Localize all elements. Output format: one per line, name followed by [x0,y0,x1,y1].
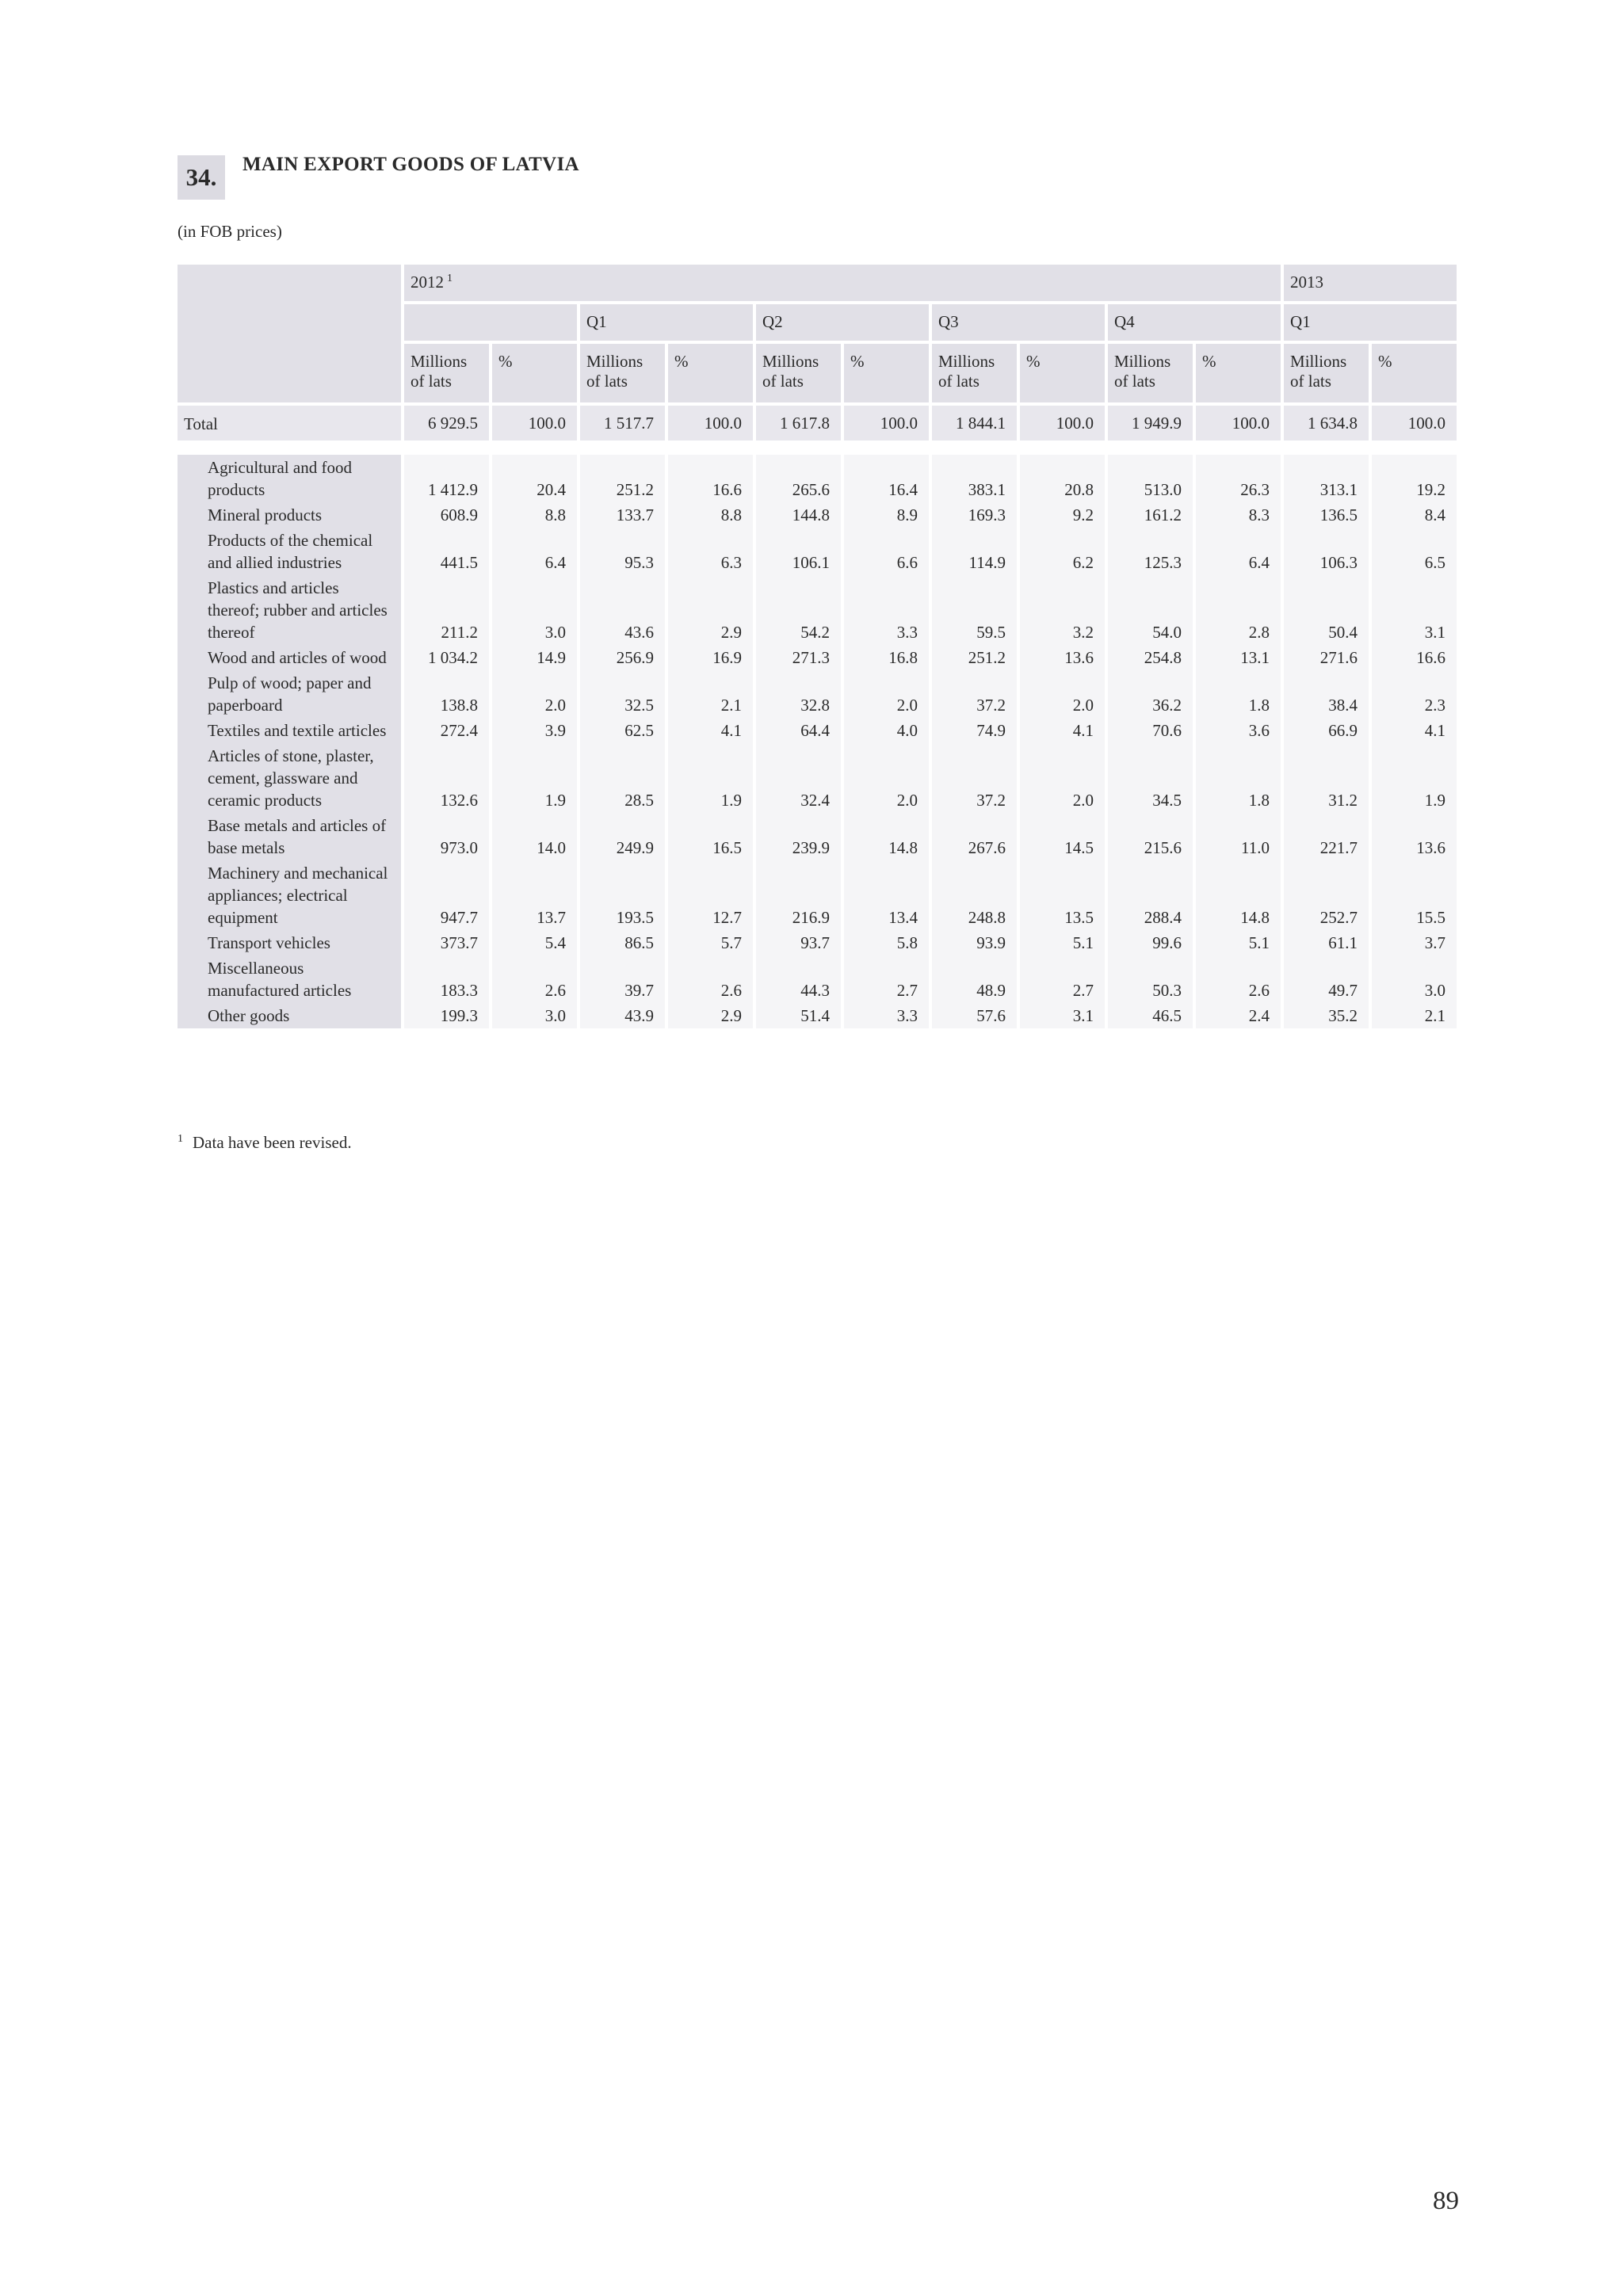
unit-header: Millions of lats [1108,344,1193,406]
value-cell: 125.3 [1108,528,1193,575]
value-cell: 267.6 [932,813,1017,860]
value-cell: 947.7 [404,860,489,930]
value-cell: 51.4 [756,1003,841,1028]
percent-header: % [1020,344,1105,406]
value-cell: 373.7 [404,930,489,955]
percent-cell: 5.8 [844,930,929,955]
value-cell: 254.8 [1108,645,1193,670]
table-number: 34. [178,155,225,200]
value-cell: 34.5 [1108,743,1193,813]
value-cell: 35.2 [1284,1003,1369,1028]
value-cell: 37.2 [932,743,1017,813]
value-cell: 1 634.8 [1284,406,1369,448]
value-cell: 50.3 [1108,955,1193,1003]
unit-header: Millions of lats [1284,344,1369,406]
percent-cell: 3.1 [1372,575,1457,645]
unit-header: Millions of lats [756,344,841,406]
value-cell: 271.3 [756,645,841,670]
percent-cell: 2.0 [844,670,929,718]
value-cell: 62.5 [580,718,665,743]
row-label: Other goods [178,1003,401,1028]
row-label: Transport vehicles [178,930,401,955]
percent-cell: 6.6 [844,528,929,575]
value-cell: 248.8 [932,860,1017,930]
percent-cell: 2.1 [668,670,753,718]
percent-cell: 2.6 [1196,955,1281,1003]
value-cell: 251.2 [580,455,665,502]
percent-cell: 16.6 [1372,645,1457,670]
percent-cell: 100.0 [1020,406,1105,448]
value-cell: 32.4 [756,743,841,813]
percent-cell: 4.1 [1020,718,1105,743]
row-label: Pulp of wood; paper and paperboard [178,670,401,718]
percent-cell: 16.5 [668,813,753,860]
value-cell: 86.5 [580,930,665,955]
percent-cell: 1.9 [492,743,577,813]
quarter-header: Q2 [756,304,929,344]
percent-cell: 8.8 [668,502,753,528]
percent-cell: 2.1 [1372,1003,1457,1028]
percent-cell: 4.1 [668,718,753,743]
percent-cell: 4.1 [1372,718,1457,743]
percent-cell: 16.4 [844,455,929,502]
percent-cell: 13.5 [1020,860,1105,930]
value-cell: 138.8 [404,670,489,718]
value-cell: 136.5 [1284,502,1369,528]
unit-header: Millions of lats [932,344,1017,406]
percent-cell: 20.4 [492,455,577,502]
value-cell: 50.4 [1284,575,1369,645]
percent-cell: 14.9 [492,645,577,670]
page-number: 89 [1433,2187,1459,2215]
row-label: Products of the chemical and allied industries [178,528,401,575]
stub-header [178,265,401,406]
percent-cell: 6.3 [668,528,753,575]
value-cell: 313.1 [1284,455,1369,502]
percent-cell: 100.0 [492,406,577,448]
percent-cell: 2.7 [844,955,929,1003]
row-label: Articles of stone, plaster, cement, glassware and ceramic products [178,743,401,813]
value-cell: 272.4 [404,718,489,743]
value-cell: 216.9 [756,860,841,930]
percent-cell: 3.1 [1020,1003,1105,1028]
percent-cell: 14.0 [492,813,577,860]
percent-cell: 19.2 [1372,455,1457,502]
value-cell: 48.9 [932,955,1017,1003]
table-row [178,860,1457,930]
percent-cell: 3.7 [1372,930,1457,955]
value-cell: 256.9 [580,645,665,670]
value-cell: 6 929.5 [404,406,489,448]
value-cell: 973.0 [404,813,489,860]
page-title: MAIN EXPORT GOODS OF LATVIA [242,154,579,175]
percent-cell: 3.6 [1196,718,1281,743]
percent-cell: 3.2 [1020,575,1105,645]
percent-cell: 9.2 [1020,502,1105,528]
value-cell: 32.5 [580,670,665,718]
value-cell: 239.9 [756,813,841,860]
table-row [178,670,1457,718]
percent-cell: 100.0 [1372,406,1457,448]
percent-cell: 2.3 [1372,670,1457,718]
percent-cell: 100.0 [1196,406,1281,448]
value-cell: 133.7 [580,502,665,528]
percent-cell: 2.7 [1020,955,1105,1003]
value-cell: 38.4 [1284,670,1369,718]
value-cell: 1 412.9 [404,455,489,502]
row-label: Miscellaneous manufactured articles [178,955,401,1003]
percent-cell: 5.1 [1020,930,1105,955]
table-row [178,955,1457,1003]
percent-cell: 4.0 [844,718,929,743]
percent-cell: 11.0 [1196,813,1281,860]
value-cell: 70.6 [1108,718,1193,743]
value-cell: 31.2 [1284,743,1369,813]
value-cell: 1 949.9 [1108,406,1193,448]
percent-cell: 1.8 [1196,743,1281,813]
value-cell: 132.6 [404,743,489,813]
percent-cell: 2.0 [844,743,929,813]
percent-cell: 13.6 [1372,813,1457,860]
value-cell: 1 617.8 [756,406,841,448]
percent-cell: 14.8 [844,813,929,860]
year-total-spacer [404,304,577,344]
percent-header: % [668,344,753,406]
row-label: Mineral products [178,502,401,528]
value-cell: 271.6 [1284,645,1369,670]
percent-header: % [1196,344,1281,406]
percent-cell: 3.9 [492,718,577,743]
value-cell: 1 844.1 [932,406,1017,448]
value-cell: 383.1 [932,455,1017,502]
value-cell: 54.2 [756,575,841,645]
value-cell: 161.2 [1108,502,1193,528]
spacer-row [178,448,1457,455]
percent-cell: 6.5 [1372,528,1457,575]
unit-header: Millions of lats [404,344,489,406]
percent-cell: 8.4 [1372,502,1457,528]
value-cell: 46.5 [1108,1003,1193,1028]
value-cell: 608.9 [404,502,489,528]
value-cell: 106.1 [756,528,841,575]
percent-cell: 1.9 [1372,743,1457,813]
percent-cell: 1.8 [1196,670,1281,718]
value-cell: 513.0 [1108,455,1193,502]
percent-cell: 5.1 [1196,930,1281,955]
table-row [178,575,1457,645]
percent-cell: 14.5 [1020,813,1105,860]
percent-cell: 2.0 [1020,670,1105,718]
export-goods-table [174,265,1460,1028]
value-cell: 74.9 [932,718,1017,743]
value-cell: 106.3 [1284,528,1369,575]
value-cell: 43.9 [580,1003,665,1028]
value-cell: 1 034.2 [404,645,489,670]
quarter-header: Q1 [580,304,753,344]
value-cell: 54.0 [1108,575,1193,645]
value-cell: 66.9 [1284,718,1369,743]
value-cell: 193.5 [580,860,665,930]
row-label: Plastics and articles thereof; rubber and articles thereof [178,575,401,645]
value-cell: 32.8 [756,670,841,718]
percent-cell: 14.8 [1196,860,1281,930]
row-label: Base metals and articles of base metals [178,813,401,860]
value-cell: 95.3 [580,528,665,575]
value-cell: 28.5 [580,743,665,813]
percent-cell: 13.6 [1020,645,1105,670]
value-cell: 441.5 [404,528,489,575]
value-cell: 61.1 [1284,930,1369,955]
value-cell: 1 517.7 [580,406,665,448]
percent-cell: 3.0 [492,575,577,645]
percent-cell: 100.0 [844,406,929,448]
value-cell: 43.6 [580,575,665,645]
row-label: Textiles and textile articles [178,718,401,743]
percent-cell: 13.4 [844,860,929,930]
percent-header: % [1372,344,1457,406]
value-cell: 265.6 [756,455,841,502]
percent-cell: 2.0 [1020,743,1105,813]
value-cell: 37.2 [932,670,1017,718]
percent-cell: 8.9 [844,502,929,528]
value-cell: 64.4 [756,718,841,743]
value-cell: 211.2 [404,575,489,645]
quarter-header: Q1 [1284,304,1457,344]
subtitle: (in FOB prices) [178,222,282,241]
percent-cell: 13.7 [492,860,577,930]
value-cell: 221.7 [1284,813,1369,860]
percent-cell: 20.8 [1020,455,1105,502]
percent-cell: 13.1 [1196,645,1281,670]
percent-cell: 16.6 [668,455,753,502]
value-cell: 93.7 [756,930,841,955]
table-row [178,455,1457,502]
total-row [178,406,1457,448]
percent-cell: 16.8 [844,645,929,670]
value-cell: 288.4 [1108,860,1193,930]
value-cell: 59.5 [932,575,1017,645]
percent-cell: 3.0 [1372,955,1457,1003]
percent-cell: 2.6 [492,955,577,1003]
percent-cell: 6.2 [1020,528,1105,575]
value-cell: 114.9 [932,528,1017,575]
percent-cell: 3.3 [844,575,929,645]
table-row [178,528,1457,575]
value-cell: 251.2 [932,645,1017,670]
percent-header: % [492,344,577,406]
value-cell: 99.6 [1108,930,1193,955]
table-row [178,743,1457,813]
footnote: $^1$ Data have been revised. [178,1133,352,1152]
row-label: Total [178,406,401,448]
year-2013-header: 2013 [1284,265,1457,304]
percent-cell: 100.0 [668,406,753,448]
percent-cell: 1.9 [668,743,753,813]
table-row [178,718,1457,743]
percent-cell: 3.0 [492,1003,577,1028]
quarter-header: Q3 [932,304,1105,344]
unit-header: Millions of lats [580,344,665,406]
quarter-header: Q4 [1108,304,1281,344]
table-row [178,645,1457,670]
percent-cell: 8.8 [492,502,577,528]
value-cell: 57.6 [932,1003,1017,1028]
percent-cell: 6.4 [1196,528,1281,575]
percent-cell: 2.0 [492,670,577,718]
value-cell: 93.9 [932,930,1017,955]
value-cell: 249.9 [580,813,665,860]
value-cell: 49.7 [1284,955,1369,1003]
percent-cell: 2.9 [668,575,753,645]
year-2012-header: 2012 $^1$ [404,265,1281,304]
value-cell: 144.8 [756,502,841,528]
value-cell: 199.3 [404,1003,489,1028]
percent-cell: 2.8 [1196,575,1281,645]
value-cell: 36.2 [1108,670,1193,718]
percent-cell: 2.4 [1196,1003,1281,1028]
percent-cell: 6.4 [492,528,577,575]
value-cell: 44.3 [756,955,841,1003]
percent-cell: 3.3 [844,1003,929,1028]
table-row [178,502,1457,528]
percent-cell: 15.5 [1372,860,1457,930]
value-cell: 252.7 [1284,860,1369,930]
percent-cell: 5.4 [492,930,577,955]
row-label: Machinery and mechanical appliances; electrical equipment [178,860,401,930]
percent-cell: 12.7 [668,860,753,930]
value-cell: 39.7 [580,955,665,1003]
value-cell: 183.3 [404,955,489,1003]
row-label: Agricultural and food products [178,455,401,502]
percent-cell: 16.9 [668,645,753,670]
table-row [178,813,1457,860]
percent-cell: 5.7 [668,930,753,955]
row-label: Wood and articles of wood [178,645,401,670]
percent-cell: 8.3 [1196,502,1281,528]
percent-cell: 26.3 [1196,455,1281,502]
table-row [178,930,1457,955]
percent-header: % [844,344,929,406]
percent-cell: 2.9 [668,1003,753,1028]
table-row [178,1003,1457,1028]
value-cell: 169.3 [932,502,1017,528]
percent-cell: 2.6 [668,955,753,1003]
value-cell: 215.6 [1108,813,1193,860]
